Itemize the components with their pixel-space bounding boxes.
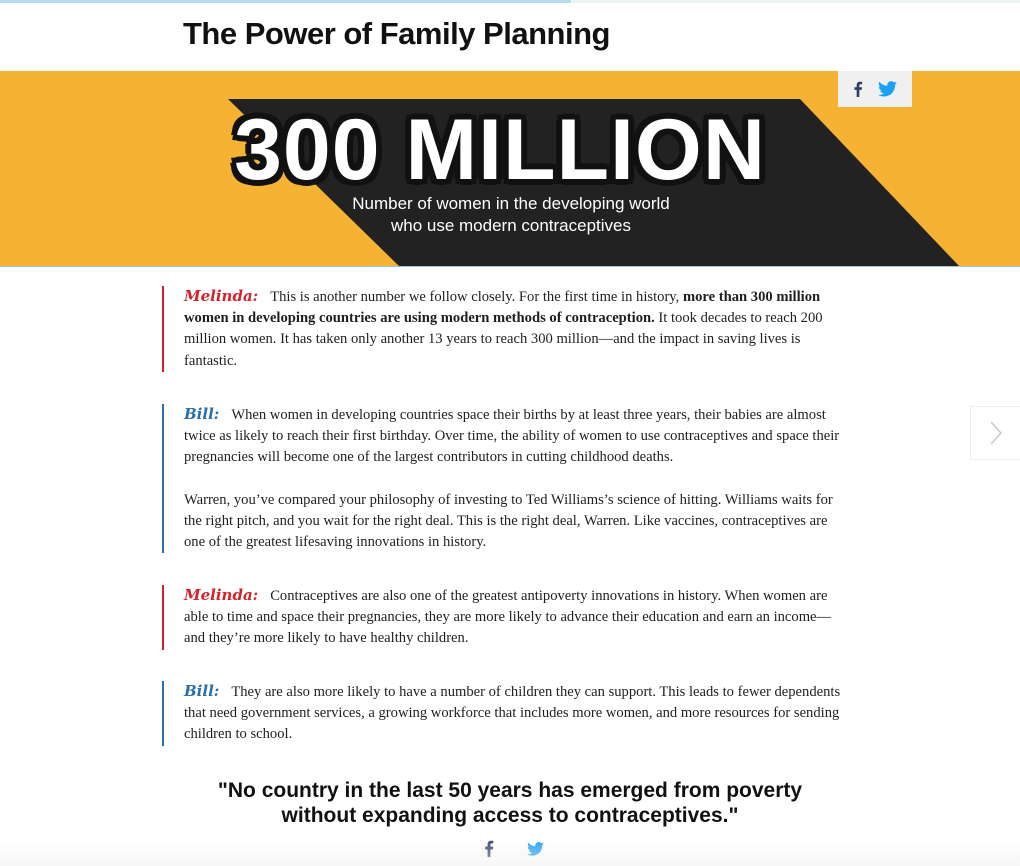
quote-share-buttons — [480, 840, 544, 862]
dialogue-paragraph — [184, 404, 842, 469]
dialogue-block-melinda — [162, 585, 842, 650]
speaker-label: Melinda: — [184, 287, 259, 305]
hero-number: 300 MILLION — [234, 102, 766, 198]
speaker-label: Bill: — [184, 682, 220, 700]
reading-progress-fill — [0, 0, 571, 3]
page-title: The Power of Family Planning — [183, 16, 610, 51]
pull-quote-line2: without expanding access to contraceptives." — [281, 804, 739, 827]
hero-caption-line2: who use modern contraceptives — [390, 216, 632, 235]
dialogue-paragraph — [184, 286, 842, 372]
paragraph-text: They are also more likely to have a number of children they can support. This leads to fewer dependents that need government services, a growing workforce that includes more women, and more resources for sending children to school. — [184, 684, 841, 743]
speaker-label: Melinda: — [184, 586, 259, 604]
facebook-icon[interactable] — [484, 840, 494, 862]
hero-caption-line1: Number of women in the developing world — [352, 194, 670, 213]
hero-caption — [330, 193, 692, 237]
next-slide-button[interactable] — [970, 406, 1020, 460]
paragraph-text: When women in developing countries space their births by at least three years, their babies are almost twice as likely to reach their first birthday. Over time, the ability of women to use contraceptives and space their pregnancies will become one of the largest contributors in cutting childhood deaths. — [184, 407, 840, 466]
dialogue-block-bill — [162, 404, 842, 553]
chevron-right-icon — [989, 420, 1003, 446]
twitter-icon[interactable] — [527, 842, 544, 861]
paragraph-bold-text: more than 300 million women in developing countries are using modern methods of contraception. — [184, 289, 821, 327]
paragraph-text: Warren, you’ve compared your philosophy of investing to Ted Williams’s science of hitting. Williams waits for the right pitch, and you wait for the right deal. This is the right deal, Warren. Like vaccines, contraceptives are one of the greatest lifesaving innovations in history. — [184, 491, 833, 551]
reading-progress-bar — [0, 0, 1020, 3]
hero-share-box — [838, 71, 912, 107]
pull-quote — [180, 778, 840, 828]
paragraph-text: It took decades to reach 200 million women. It has taken only another 13 years to reach 300 million—and the impact in saving lives is fantastic. — [184, 310, 823, 369]
dialogue-paragraph — [184, 490, 842, 554]
speaker-label: Bill: — [184, 405, 220, 423]
facebook-icon[interactable] — [853, 81, 863, 97]
paragraph-text: Contraceptives are also one of the greatest antipoverty innovations in history. When women are able to time and space their pregnancies, they are more likely to advance their education and earn an income—and they’re more likely to have healthy children. — [184, 588, 832, 647]
dialogue-block-bill — [162, 681, 842, 746]
dialogue-block-melinda — [162, 286, 842, 372]
twitter-icon[interactable] — [878, 81, 897, 97]
paragraph-text: This is another number we follow closely. For the first time in history, — [270, 289, 683, 305]
dialogue-paragraph — [184, 681, 842, 746]
pull-quote-line1: "No country in the last 50 years has emerged from poverty — [217, 779, 803, 802]
dialogue-paragraph — [184, 585, 842, 650]
